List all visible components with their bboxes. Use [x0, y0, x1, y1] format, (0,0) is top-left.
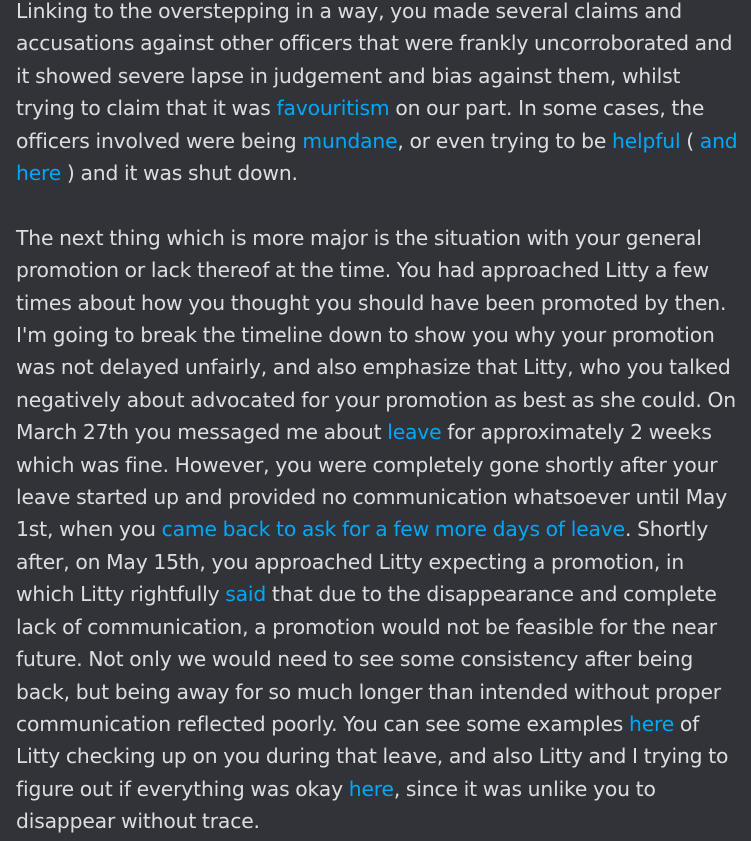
link-here-examples[interactable]: here — [629, 711, 675, 736]
text-segment: that due to the disappearance and complete lack of communication, a promotion would not be feasible for the near future. Not only we would need to see some consistency after being back, but being away for so much longer than intended without proper communication reflected poorly. You can see some examples — [16, 582, 721, 736]
text-segment: of Litty checking up on you during that leave, and also Litty and I trying to figure out if everything was okay — [16, 711, 729, 801]
text-segment: . Shortly after, on May 15th, you approached Litty expecting a promotion, in which Litty rightfully — [16, 517, 709, 607]
text-segment: on our part. In some cases, the officers involved were being — [16, 96, 705, 153]
message-paragraph-2 — [16, 222, 739, 838]
link-helpful[interactable]: helpful — [612, 128, 681, 153]
link-mundane[interactable]: mundane — [302, 128, 398, 153]
text-segment: ( — [680, 128, 700, 153]
link-said[interactable]: said — [225, 582, 267, 607]
text-segment: for approximately 2 weeks which was fine. However, you were completely gone shortly after your leave started up and provided no communication whatsoever until May 1st, when you — [16, 420, 728, 542]
link-more-days-of-leave[interactable]: came back to ask for a few more days of leave — [161, 517, 625, 542]
link-and-here[interactable]: and here — [16, 128, 738, 186]
text-segment: , or even trying to be — [397, 128, 613, 153]
text-segment: ) and it was shut down. — [61, 161, 298, 186]
text-segment: Linking to the overstepping in a way, you made several claims and accusations against other officers that were frankly uncorroborated and it showed severe lapse in judgement and bias against them, whilst trying to claim that it was — [16, 0, 733, 121]
link-here-checkup[interactable]: here — [348, 776, 394, 801]
text-segment: , since it was unlike you to disappear without trace. — [16, 776, 656, 834]
link-leave[interactable]: leave — [387, 420, 442, 445]
message-paragraph-1 — [16, 0, 739, 189]
text-segment: The next thing which is more major is the situation with your general promotion or lack thereof at the time. You had approached Litty a few times about how you thought you should have been promoted by then. I'm going to break the timeline down to show you why your promotion was not delayed unfairly, and also emphasize that Litty, who you talked negatively about advocated for your promotion as best as she could. On March 27th you messaged me about — [16, 225, 736, 445]
link-favouritism[interactable]: favouritism — [276, 96, 390, 121]
